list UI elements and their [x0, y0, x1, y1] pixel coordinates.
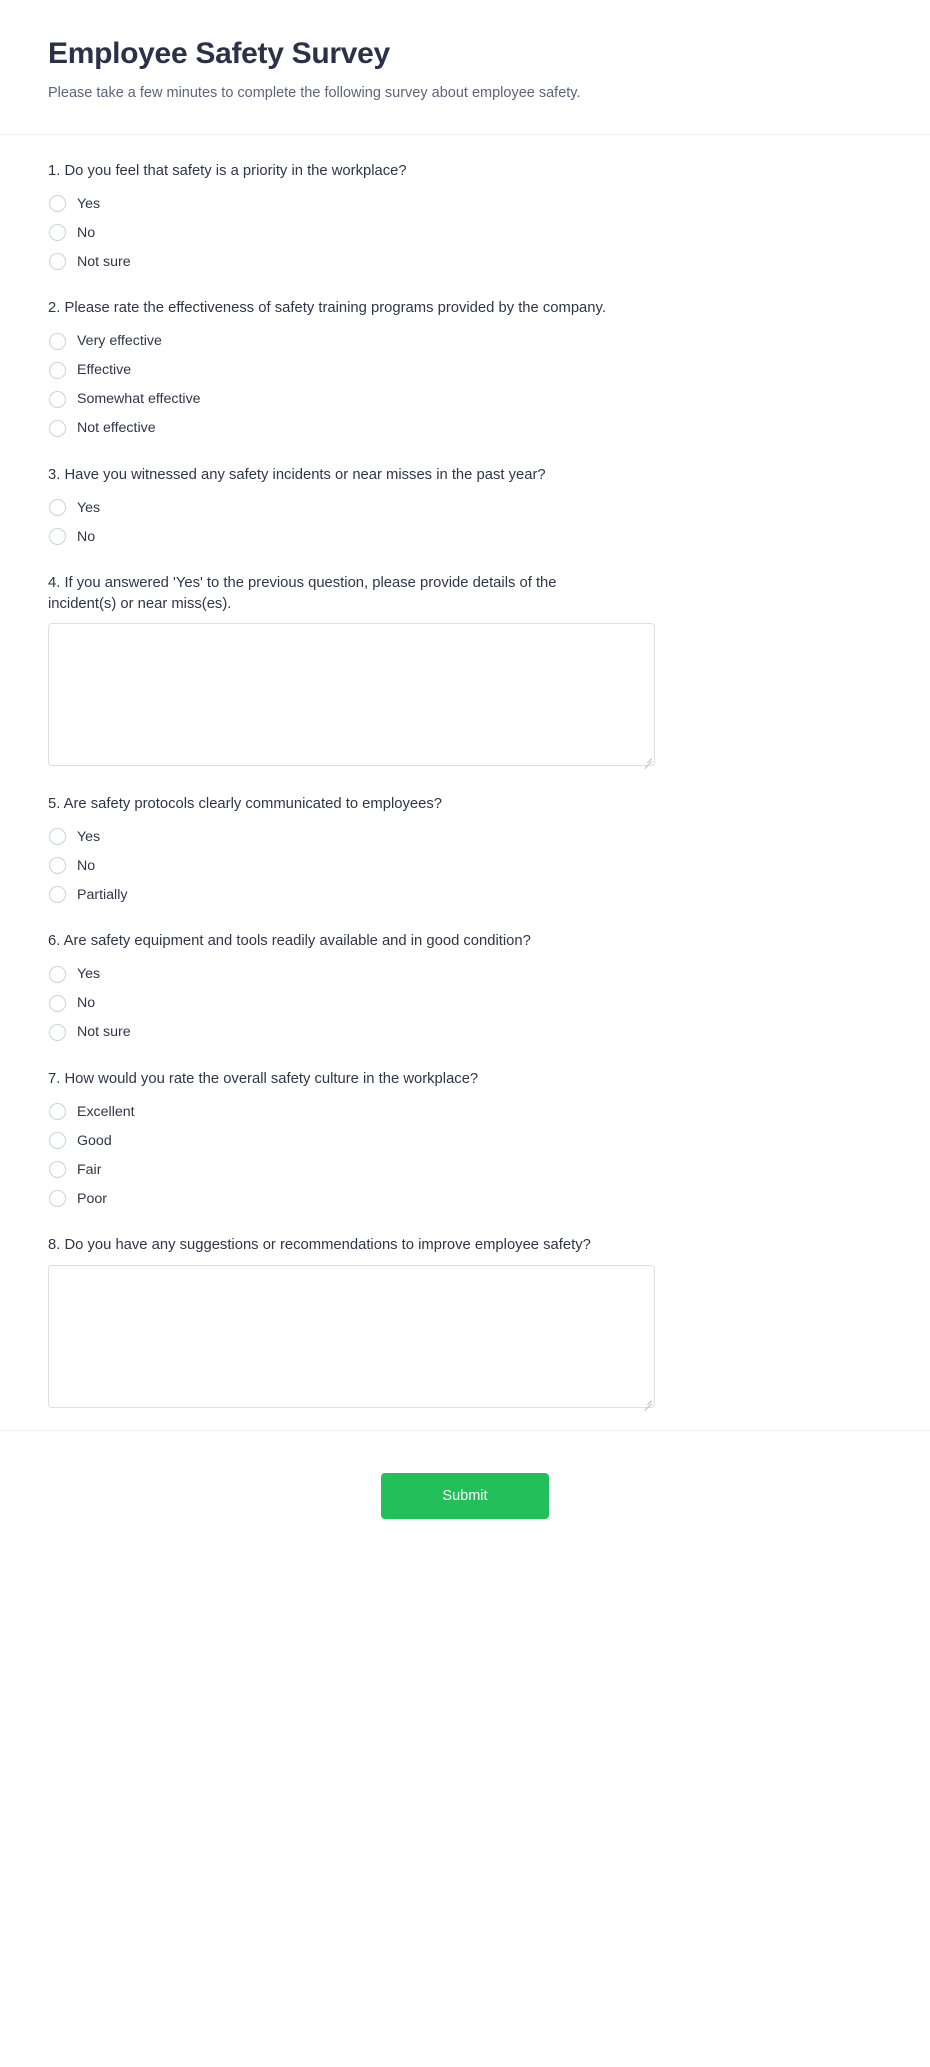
- radio-option-q5-0[interactable]: [48, 822, 882, 851]
- radio-option-q6-2[interactable]: [48, 1018, 882, 1047]
- question-block-q1: [48, 161, 882, 276]
- question-block-q2: [48, 298, 882, 442]
- radio-group-q2: [48, 327, 882, 443]
- radio-option-q7-2[interactable]: [48, 1155, 882, 1184]
- radio-icon[interactable]: [49, 528, 66, 545]
- radio-option-label: Effective: [77, 362, 132, 379]
- radio-option-label: Yes: [77, 195, 101, 212]
- radio-option-label: Partially: [77, 886, 128, 903]
- question-label-q1: 1. Do you feel that safety is a priority in the workplace?: [48, 163, 407, 180]
- radio-option-label: Yes: [77, 828, 101, 845]
- suggestions-textarea[interactable]: [48, 1265, 655, 1408]
- radio-option-label: Somewhat effective: [77, 391, 201, 408]
- radio-group-q1: [48, 189, 882, 276]
- radio-option-label: No: [77, 528, 96, 545]
- radio-icon[interactable]: [49, 333, 66, 350]
- radio-icon[interactable]: [49, 886, 66, 903]
- radio-icon[interactable]: [49, 966, 66, 983]
- radio-option-label: Not sure: [77, 1024, 131, 1041]
- radio-icon[interactable]: [49, 195, 66, 212]
- radio-option-label: Good: [77, 1132, 112, 1149]
- radio-icon[interactable]: [49, 1024, 66, 1041]
- radio-option-q1-2[interactable]: [48, 247, 882, 276]
- radio-group-q3: [48, 493, 882, 551]
- question-label-q5: 5. Are safety protocols clearly communicated to employees?: [48, 796, 442, 813]
- radio-option-label: Yes: [77, 966, 101, 983]
- radio-option-q6-0[interactable]: [48, 960, 882, 989]
- radio-icon[interactable]: [49, 995, 66, 1012]
- radio-option-q2-1[interactable]: [48, 356, 882, 385]
- radio-icon[interactable]: [49, 1190, 66, 1207]
- radio-option-label: No: [77, 995, 96, 1012]
- radio-icon[interactable]: [49, 1132, 66, 1149]
- radio-option-label: No: [77, 857, 96, 874]
- question-label-q3: 3. Have you witnessed any safety incidents or near misses in the past year?: [48, 466, 546, 483]
- radio-option-q7-1[interactable]: [48, 1126, 882, 1155]
- radio-option-q7-0[interactable]: [48, 1097, 882, 1126]
- radio-option-q5-1[interactable]: [48, 851, 882, 880]
- question-block-q8: [48, 1235, 882, 1407]
- question-block-q6: [48, 931, 882, 1046]
- radio-icon[interactable]: [49, 224, 66, 241]
- radio-group-q6: [48, 960, 882, 1047]
- radio-option-label: Fair: [77, 1161, 102, 1178]
- survey-header: [0, 0, 930, 135]
- radio-icon[interactable]: [49, 828, 66, 845]
- question-block-q4: [48, 573, 882, 766]
- radio-option-label: Not effective: [77, 420, 156, 437]
- textarea-wrapper-q4: [48, 623, 655, 766]
- textarea-wrapper-q8: [48, 1265, 655, 1408]
- radio-icon[interactable]: [49, 1103, 66, 1120]
- radio-icon[interactable]: [49, 253, 66, 270]
- radio-option-q1-1[interactable]: [48, 218, 882, 247]
- radio-option-q3-1[interactable]: [48, 522, 882, 551]
- radio-icon[interactable]: [49, 499, 66, 516]
- radio-icon[interactable]: [49, 857, 66, 874]
- radio-option-q6-1[interactable]: [48, 989, 882, 1018]
- radio-icon[interactable]: [49, 420, 66, 437]
- radio-option-label: No: [77, 224, 96, 241]
- radio-option-label: Not sure: [77, 253, 131, 270]
- question-label-q7: 7. How would you rate the overall safety culture in the workplace?: [48, 1070, 479, 1087]
- radio-option-q2-0[interactable]: [48, 327, 882, 356]
- radio-icon[interactable]: [49, 1161, 66, 1178]
- question-label-q6: 6. Are safety equipment and tools readily available and in good condition?: [48, 933, 531, 950]
- radio-icon[interactable]: [49, 391, 66, 408]
- question-label-q4: 4. If you answered 'Yes' to the previous question, please provide details of the incident(s) or near miss(es).: [48, 575, 557, 612]
- radio-option-q3-0[interactable]: [48, 493, 882, 522]
- question-block-q5: [48, 794, 882, 909]
- question-label-q8: 8. Do you have any suggestions or recommendations to improve employee safety?: [48, 1237, 591, 1254]
- question-block-q3: [48, 465, 882, 551]
- radio-option-label: Poor: [77, 1190, 107, 1207]
- radio-option-q1-0[interactable]: [48, 189, 882, 218]
- radio-option-label: Very effective: [77, 333, 162, 350]
- radio-group-q7: [48, 1097, 882, 1213]
- submit-button[interactable]: Submit: [381, 1473, 549, 1519]
- radio-group-q5: [48, 822, 882, 909]
- radio-option-q5-2[interactable]: [48, 880, 882, 909]
- page-title: Employee Safety Survey: [48, 37, 390, 70]
- radio-option-label: Excellent: [77, 1103, 135, 1120]
- survey-form: [0, 135, 930, 1408]
- page-subtitle: Please take a few minutes to complete the following survey about employee safety.: [48, 85, 581, 101]
- radio-option-q2-3[interactable]: [48, 414, 882, 443]
- question-label-q2: 2. Please rate the effectiveness of safety training programs provided by the company.: [48, 300, 606, 317]
- radio-option-label: Yes: [77, 499, 101, 516]
- radio-icon[interactable]: [49, 362, 66, 379]
- question-block-q7: [48, 1069, 882, 1213]
- survey-footer: [0, 1430, 930, 1519]
- radio-option-q2-2[interactable]: [48, 385, 882, 414]
- radio-option-q7-3[interactable]: [48, 1184, 882, 1213]
- incident-details-textarea[interactable]: [48, 623, 655, 766]
